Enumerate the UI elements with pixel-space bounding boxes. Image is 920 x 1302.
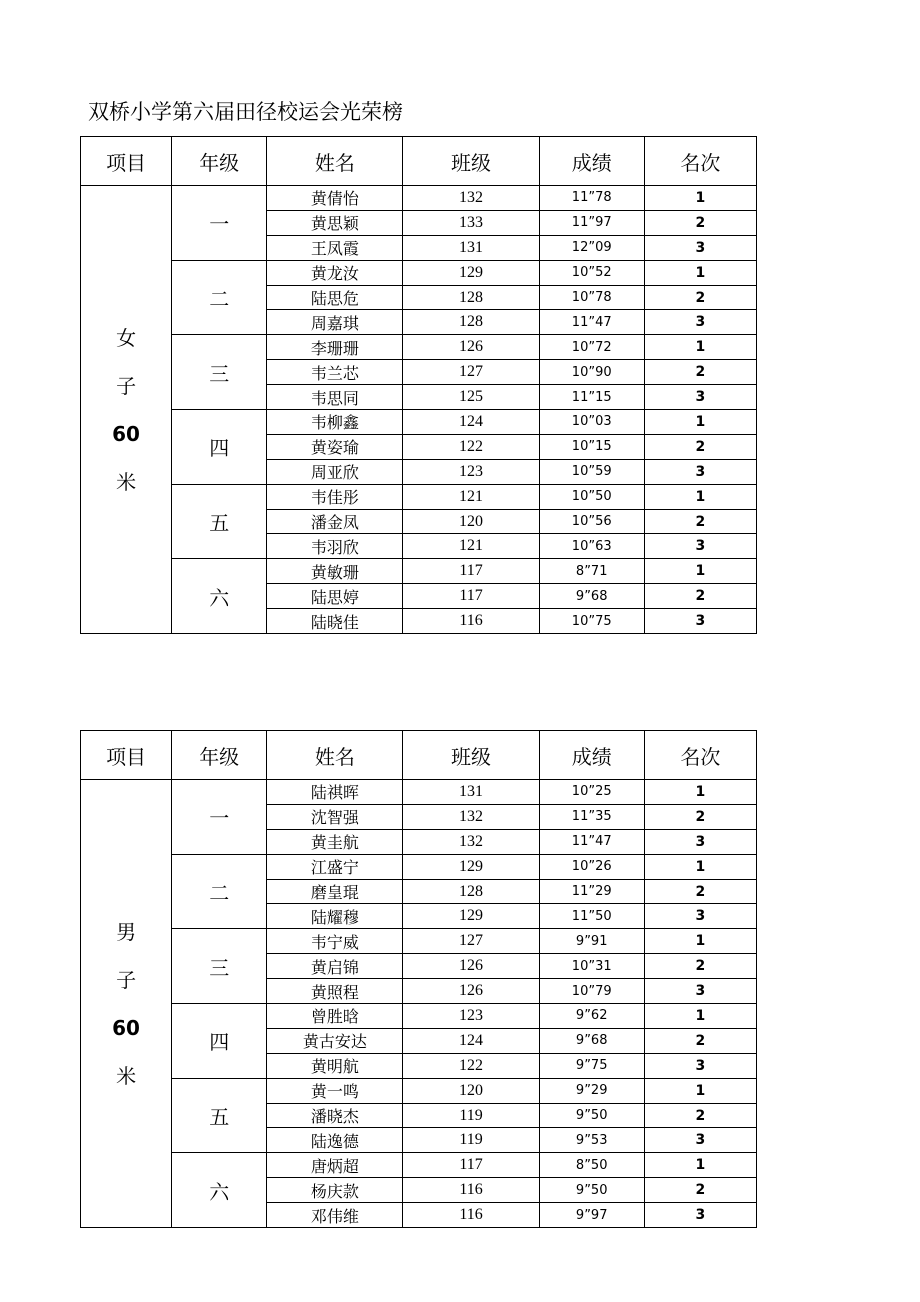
score-cell: 9”53 <box>539 1128 644 1153</box>
name-cell: 黄龙汝 <box>267 260 403 285</box>
name-cell: 陆耀穆 <box>267 904 403 929</box>
rank-cell: 1 <box>644 484 756 509</box>
name-cell: 韦思同 <box>267 385 403 410</box>
class-cell: 123 <box>403 1004 539 1029</box>
table-row <box>81 1078 757 1103</box>
event-char: 60 <box>112 1015 140 1040</box>
header-row <box>81 731 757 780</box>
rank-cell: 2 <box>644 584 756 609</box>
rank-cell: 3 <box>644 1053 756 1078</box>
event-char: 子 <box>116 373 137 398</box>
rank-cell: 2 <box>644 360 756 385</box>
score-cell: 10”78 <box>539 285 644 310</box>
table-row <box>81 854 757 879</box>
name-cell: 黄一鸣 <box>267 1078 403 1103</box>
rank-cell: 2 <box>644 285 756 310</box>
grade-cell: 二 <box>172 854 267 929</box>
event-char: 米 <box>116 1063 137 1088</box>
class-cell: 133 <box>403 210 539 235</box>
rank-cell: 1 <box>644 335 756 360</box>
score-cell: 11”97 <box>539 210 644 235</box>
class-cell: 117 <box>403 584 539 609</box>
page-title: 双桥小学第六届田径校运会光荣榜 <box>88 100 403 124</box>
event-char: 子 <box>116 967 137 992</box>
score-cell: 9”68 <box>539 584 644 609</box>
name-cell: 磨皇琨 <box>267 879 403 904</box>
class-cell: 129 <box>403 854 539 879</box>
name-cell: 陆晓佳 <box>267 609 403 634</box>
table-row <box>81 1004 757 1029</box>
rank-cell: 2 <box>644 1178 756 1203</box>
rank-cell: 1 <box>644 1004 756 1029</box>
score-cell: 10”63 <box>539 534 644 559</box>
rank-cell: 1 <box>644 1078 756 1103</box>
table-row <box>81 484 757 509</box>
header-name: 姓名 <box>267 137 403 186</box>
score-cell: 11”50 <box>539 904 644 929</box>
score-cell: 9”68 <box>539 1028 644 1053</box>
class-cell: 131 <box>403 780 539 805</box>
rank-cell: 3 <box>644 829 756 854</box>
rank-cell: 1 <box>644 854 756 879</box>
girls-60m-table <box>80 136 757 634</box>
class-cell: 122 <box>403 1053 539 1078</box>
event-char: 60 <box>112 421 140 446</box>
event-cell <box>81 186 172 634</box>
score-cell: 11”35 <box>539 804 644 829</box>
score-cell: 10”25 <box>539 780 644 805</box>
class-cell: 129 <box>403 260 539 285</box>
score-cell: 10”90 <box>539 360 644 385</box>
rank-cell: 3 <box>644 310 756 335</box>
class-cell: 121 <box>403 484 539 509</box>
rank-cell: 2 <box>644 434 756 459</box>
rank-cell: 3 <box>644 459 756 484</box>
table-row <box>81 559 757 584</box>
event-char: 男 <box>116 919 137 944</box>
rank-cell: 3 <box>644 385 756 410</box>
rank-cell: 2 <box>644 1103 756 1128</box>
rank-cell: 1 <box>644 260 756 285</box>
score-cell: 9”50 <box>539 1178 644 1203</box>
rank-cell: 2 <box>644 1028 756 1053</box>
rank-cell: 2 <box>644 879 756 904</box>
name-cell: 陆思危 <box>267 285 403 310</box>
score-cell: 10”56 <box>539 509 644 534</box>
event-char: 女 <box>116 325 137 350</box>
class-cell: 117 <box>403 1153 539 1178</box>
score-cell: 11”78 <box>539 186 644 211</box>
name-cell: 潘金凤 <box>267 509 403 534</box>
class-cell: 119 <box>403 1128 539 1153</box>
name-cell: 潘晓杰 <box>267 1103 403 1128</box>
class-cell: 116 <box>403 609 539 634</box>
class-cell: 116 <box>403 1203 539 1228</box>
event-char: 米 <box>116 469 137 494</box>
rank-cell: 2 <box>644 210 756 235</box>
grade-cell: 二 <box>172 260 267 335</box>
rank-cell: 2 <box>644 509 756 534</box>
name-cell: 韦宁威 <box>267 929 403 954</box>
class-cell: 116 <box>403 1178 539 1203</box>
name-cell: 陆思婷 <box>267 584 403 609</box>
grade-cell: 四 <box>172 1004 267 1079</box>
event-cell <box>81 780 172 1228</box>
class-cell: 117 <box>403 559 539 584</box>
name-cell: 陆逸德 <box>267 1128 403 1153</box>
score-cell: 11”15 <box>539 385 644 410</box>
rank-cell: 3 <box>644 235 756 260</box>
grade-cell: 六 <box>172 559 267 634</box>
table-row <box>81 780 757 805</box>
score-cell: 11”47 <box>539 829 644 854</box>
name-cell: 黄敏珊 <box>267 559 403 584</box>
grade-cell: 一 <box>172 186 267 261</box>
name-cell: 江盛宁 <box>267 854 403 879</box>
score-cell: 11”29 <box>539 879 644 904</box>
class-cell: 126 <box>403 954 539 979</box>
name-cell: 韦佳彤 <box>267 484 403 509</box>
name-cell: 黄照程 <box>267 979 403 1004</box>
score-cell: 10”50 <box>539 484 644 509</box>
rank-cell: 3 <box>644 1128 756 1153</box>
score-cell: 10”75 <box>539 609 644 634</box>
name-cell: 黄古安达 <box>267 1028 403 1053</box>
class-cell: 129 <box>403 904 539 929</box>
rank-cell: 2 <box>644 954 756 979</box>
name-cell: 陆祺晖 <box>267 780 403 805</box>
name-cell: 黄启锦 <box>267 954 403 979</box>
header-class: 班级 <box>403 731 539 780</box>
class-cell: 125 <box>403 385 539 410</box>
class-cell: 132 <box>403 186 539 211</box>
rank-cell: 2 <box>644 804 756 829</box>
rank-cell: 3 <box>644 979 756 1004</box>
class-cell: 128 <box>403 879 539 904</box>
boys-60m-table <box>80 730 757 1228</box>
class-cell: 128 <box>403 310 539 335</box>
rank-cell: 1 <box>644 186 756 211</box>
grade-cell: 一 <box>172 780 267 855</box>
score-cell: 9”29 <box>539 1078 644 1103</box>
score-cell: 9”75 <box>539 1053 644 1078</box>
class-cell: 127 <box>403 929 539 954</box>
score-cell: 11”47 <box>539 310 644 335</box>
name-cell: 曾胜晗 <box>267 1004 403 1029</box>
name-cell: 韦兰芯 <box>267 360 403 385</box>
class-cell: 126 <box>403 335 539 360</box>
header-grade: 年级 <box>172 731 267 780</box>
table-row <box>81 335 757 360</box>
class-cell: 132 <box>403 804 539 829</box>
score-cell: 10”03 <box>539 410 644 435</box>
class-cell: 120 <box>403 1078 539 1103</box>
header-rank: 名次 <box>644 137 756 186</box>
score-cell: 9”97 <box>539 1203 644 1228</box>
rank-cell: 3 <box>644 534 756 559</box>
score-cell: 10”15 <box>539 434 644 459</box>
score-cell: 8”71 <box>539 559 644 584</box>
class-cell: 121 <box>403 534 539 559</box>
rank-cell: 1 <box>644 559 756 584</box>
rank-cell: 3 <box>644 609 756 634</box>
class-cell: 124 <box>403 410 539 435</box>
header-score: 成绩 <box>539 731 644 780</box>
rank-cell: 1 <box>644 410 756 435</box>
class-cell: 127 <box>403 360 539 385</box>
grade-cell: 三 <box>172 929 267 1004</box>
class-cell: 131 <box>403 235 539 260</box>
table-row <box>81 260 757 285</box>
class-cell: 119 <box>403 1103 539 1128</box>
name-cell: 杨庆款 <box>267 1178 403 1203</box>
name-cell: 黄思颖 <box>267 210 403 235</box>
grade-cell: 五 <box>172 484 267 559</box>
name-cell: 周亚欣 <box>267 459 403 484</box>
header-score: 成绩 <box>539 137 644 186</box>
name-cell: 邓伟维 <box>267 1203 403 1228</box>
rank-cell: 3 <box>644 904 756 929</box>
name-cell: 黄圭航 <box>267 829 403 854</box>
header-rank: 名次 <box>644 731 756 780</box>
table-row <box>81 1153 757 1178</box>
score-cell: 8”50 <box>539 1153 644 1178</box>
score-cell: 9”91 <box>539 929 644 954</box>
header-grade: 年级 <box>172 137 267 186</box>
score-cell: 10”59 <box>539 459 644 484</box>
score-cell: 10”26 <box>539 854 644 879</box>
score-cell: 10”31 <box>539 954 644 979</box>
class-cell: 132 <box>403 829 539 854</box>
class-cell: 126 <box>403 979 539 1004</box>
table-row <box>81 410 757 435</box>
score-cell: 10”72 <box>539 335 644 360</box>
name-cell: 黄姿瑜 <box>267 434 403 459</box>
score-cell: 10”79 <box>539 979 644 1004</box>
class-cell: 124 <box>403 1028 539 1053</box>
score-cell: 9”50 <box>539 1103 644 1128</box>
header-name: 姓名 <box>267 731 403 780</box>
rank-cell: 3 <box>644 1203 756 1228</box>
name-cell: 韦羽欣 <box>267 534 403 559</box>
header-event: 项目 <box>81 731 172 780</box>
class-cell: 123 <box>403 459 539 484</box>
name-cell: 李珊珊 <box>267 335 403 360</box>
score-cell: 9”62 <box>539 1004 644 1029</box>
rank-cell: 1 <box>644 929 756 954</box>
grade-cell: 五 <box>172 1078 267 1153</box>
header-event: 项目 <box>81 137 172 186</box>
table-row <box>81 929 757 954</box>
name-cell: 唐炳超 <box>267 1153 403 1178</box>
score-cell: 10”52 <box>539 260 644 285</box>
name-cell: 韦柳鑫 <box>267 410 403 435</box>
name-cell: 沈智强 <box>267 804 403 829</box>
class-cell: 120 <box>403 509 539 534</box>
rank-cell: 1 <box>644 1153 756 1178</box>
name-cell: 黄明航 <box>267 1053 403 1078</box>
name-cell: 黄倩怡 <box>267 186 403 211</box>
grade-cell: 四 <box>172 410 267 485</box>
name-cell: 王凤霞 <box>267 235 403 260</box>
table-row <box>81 186 757 211</box>
header-class: 班级 <box>403 137 539 186</box>
header-row <box>81 137 757 186</box>
class-cell: 128 <box>403 285 539 310</box>
rank-cell: 1 <box>644 780 756 805</box>
score-cell: 12”09 <box>539 235 644 260</box>
grade-cell: 六 <box>172 1153 267 1228</box>
name-cell: 周嘉琪 <box>267 310 403 335</box>
class-cell: 122 <box>403 434 539 459</box>
grade-cell: 三 <box>172 335 267 410</box>
